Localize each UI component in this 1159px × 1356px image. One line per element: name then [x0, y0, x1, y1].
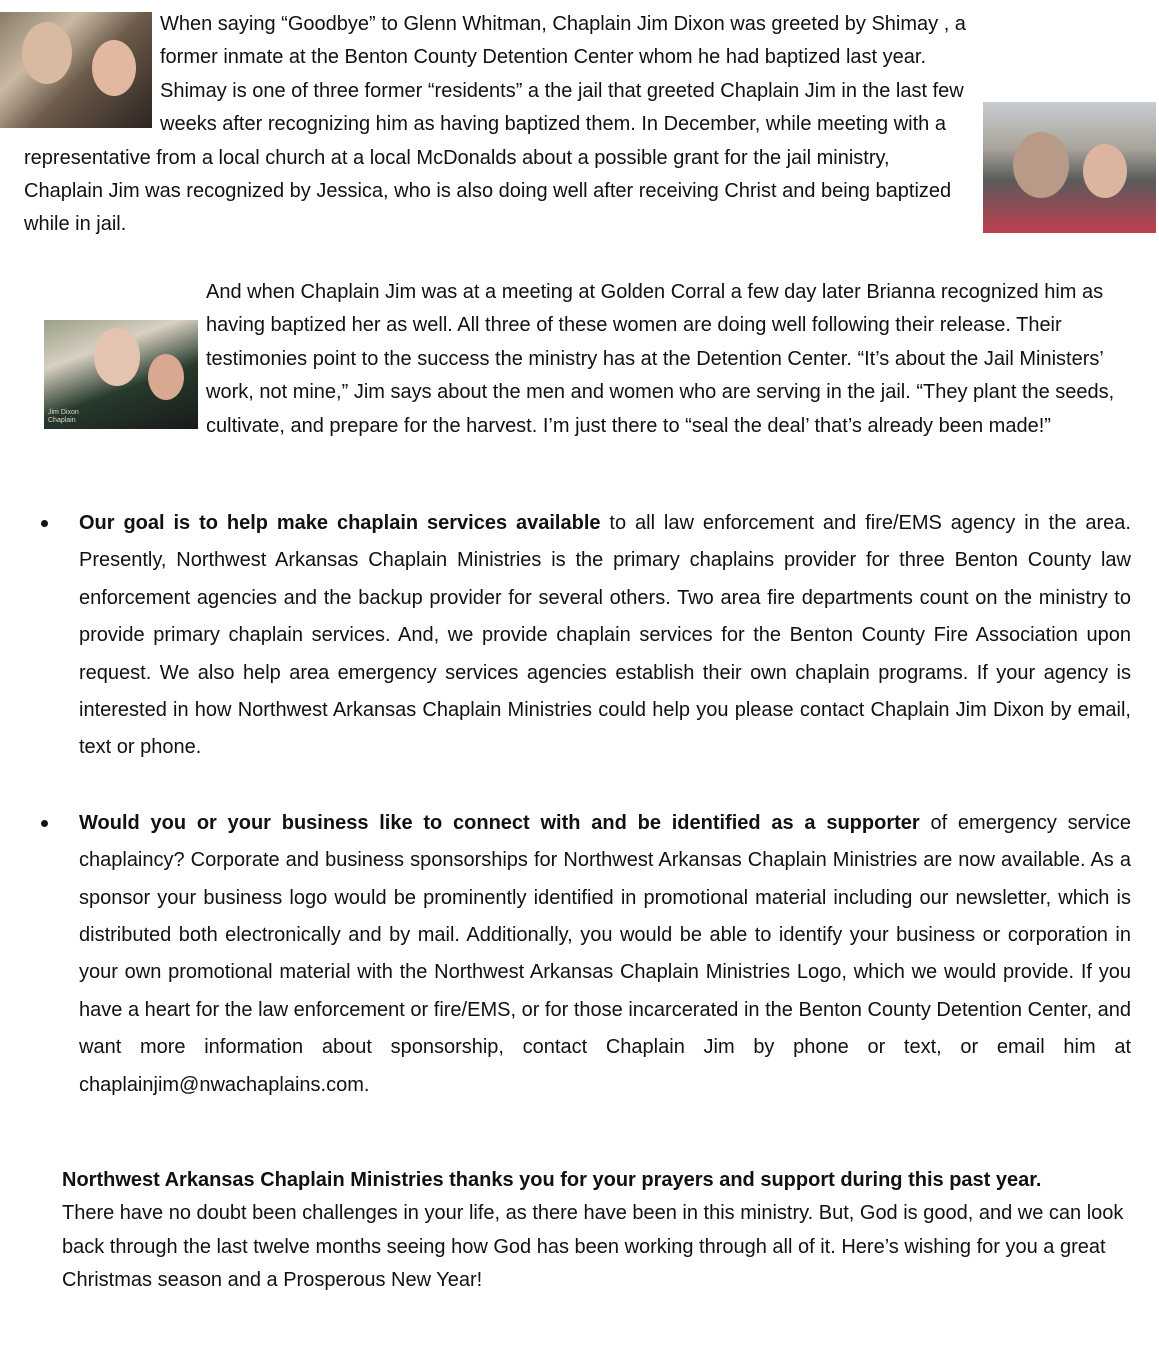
photo-badge-text: Jim Dixon Chaplain	[48, 409, 79, 424]
bullet-2-lead: Would you or your business like to connect with and be identified as a supporter	[79, 811, 920, 834]
story-paragraph-1	[24, 8, 1142, 242]
closing-paragraph	[62, 1164, 1156, 1298]
bullet-2-body: of emergency service chaplaincy? Corporate and business sponsorships for Northwest Arkansas Chaplain Ministries are now available. As a sponsor your business logo would be prominently identified in promotional material including our newsletter, which is distributed both electronically and by mail. Additionally, you would be able to identify your business or corporation in your own promotional material with the Northwest Arkansas Chaplain Ministries Logo, which we would provide. If you have a heart for the law enforcement or fire/EMS, or for those incarcerated in the Benton County Detention Center, and want more information about sponsorship, contact Chaplain Jim by phone or text, or email him at chaplainjim@nwachaplains.com.	[79, 811, 1132, 1096]
closing-lead: Northwest Arkansas Chaplain Ministries thanks you for your prayers and support during this past year.	[62, 1169, 1042, 1191]
closing-body: There have no doubt been challenges in your life, as there have been in this ministry. But, God is good, and we can look back through the last twelve months seeing how God has been working through all of it. Here’s wishing for you a great Christmas season and a Prosperous New Year!	[62, 1202, 1124, 1292]
bullet-dot-icon	[41, 520, 48, 527]
bullet-sponsorship	[0, 805, 1131, 1104]
photo-chaplain-with-jessica	[983, 102, 1156, 233]
story-paragraph-2-text: And when Chaplain Jim was at a meeting at Golden Corral a few day later Brianna recognized him as having baptized her as well. All three of these women are doing well following their release. Their testimonies point to the success the ministry has at the Detention Center. “It’s about the Jail Ministers’ work, not mine,” Jim says about the men and women who are serving in the jail. “They plant the seeds, cultivate, and prepare for the harvest. I’m just there to “seal the deal’ that’s already been made!”	[206, 281, 1115, 437]
story-paragraph-2	[24, 276, 1150, 443]
story-paragraph-1-text: When saying “Goodbye” to Glenn Whitman, Chaplain Jim Dixon was greeted by Shimay , a former inmate at the Benton County Detention Center whom he had baptized last year. Shimay is one of three former “residents” a the jail that greeted Chaplain Jim in the last few weeks after recognizing him as having baptized them. In December, while meeting with a representative from a local church at a local McDonalds about a possible grant for the jail ministry, Chaplain Jim was recognized by Jessica, who is also doing well after receiving Christ and being baptized while in jail.	[24, 13, 966, 236]
bullet-dot-icon	[41, 820, 48, 827]
photo-chaplain-with-shimay	[0, 12, 152, 128]
bullet-1-lead: Our goal is to help make chaplain services available	[79, 512, 601, 534]
photo-chaplain-with-brianna	[44, 320, 198, 429]
bullet-chaplain-services	[0, 505, 1131, 767]
bullet-1-body: to all law enforcement and fire/EMS agency in the area. Presently, Northwest Arkansas Chaplain Ministries is the primary chaplains provider for three Benton County law enforcement agencies and the backup provider for several others. Two area fire departments count on the ministry to provide primary chaplain services. And, we provide chaplain services for the Benton County Fire Association upon request. We also help area emergency services agencies establish their own chaplain programs. If your agency is interested in how Northwest Arkansas Chaplain Ministries could help you please contact Chaplain Jim Dixon by email, text or phone.	[79, 512, 1131, 759]
bullet-list	[0, 505, 1159, 1142]
